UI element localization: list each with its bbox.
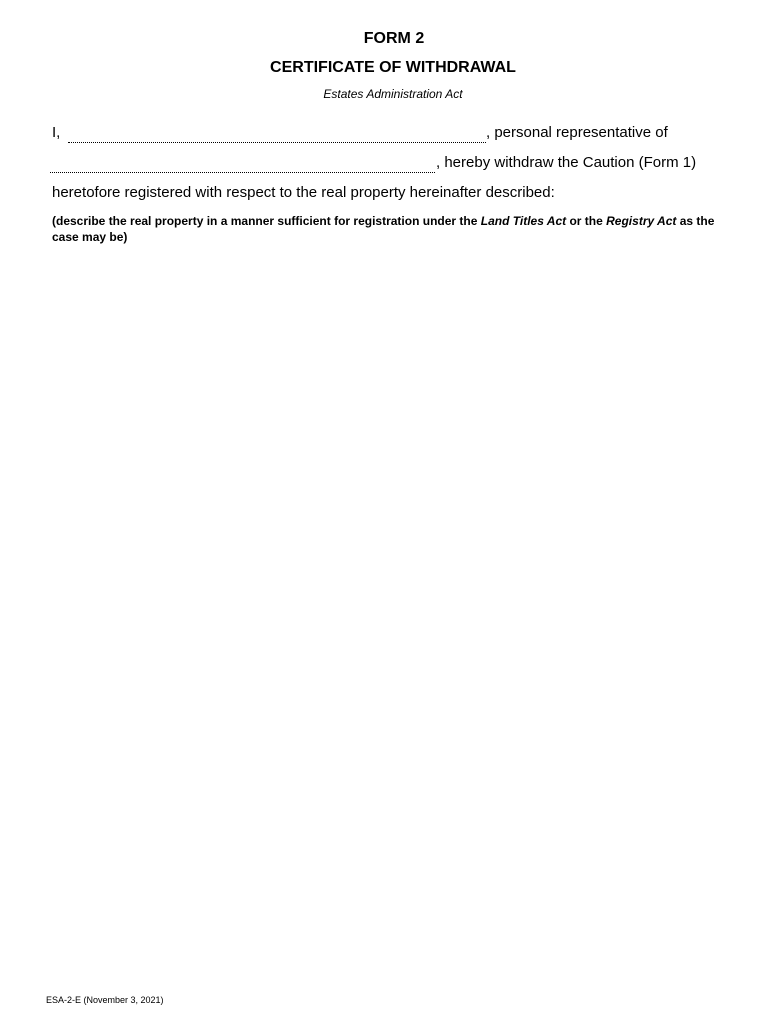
deceased-name-field[interactable] — [50, 172, 435, 173]
land-titles-act-label: Land Titles Act — [480, 214, 567, 228]
property-description-instruction — [52, 213, 732, 245]
instruction-part3: as the case may be) — [52, 214, 715, 244]
personal-representative-name-field[interactable] — [68, 142, 486, 143]
line3-text: heretofore registered with respect to the real property hereinafter described: — [52, 184, 555, 201]
form-title: CERTIFICATE OF WITHDRAWAL — [270, 59, 516, 76]
line1-prefix: I, — [52, 124, 61, 141]
line1-suffix: , personal representative of — [486, 124, 668, 141]
instruction-part1: (describe the real property in a manner sufficient for registration under the — [52, 214, 481, 228]
line2-suffix: , hereby withdraw the Caution (Form 1) — [436, 154, 697, 171]
registry-act-label: Registry Act — [606, 214, 677, 228]
instruction-part2: or the — [566, 214, 607, 228]
form-code-footer: ESA-2-E (November 3, 2021) — [46, 995, 164, 1005]
act-name: Estates Administration Act — [323, 87, 463, 101]
property-description-area[interactable] — [52, 250, 732, 970]
form-number: FORM 2 — [363, 30, 425, 47]
